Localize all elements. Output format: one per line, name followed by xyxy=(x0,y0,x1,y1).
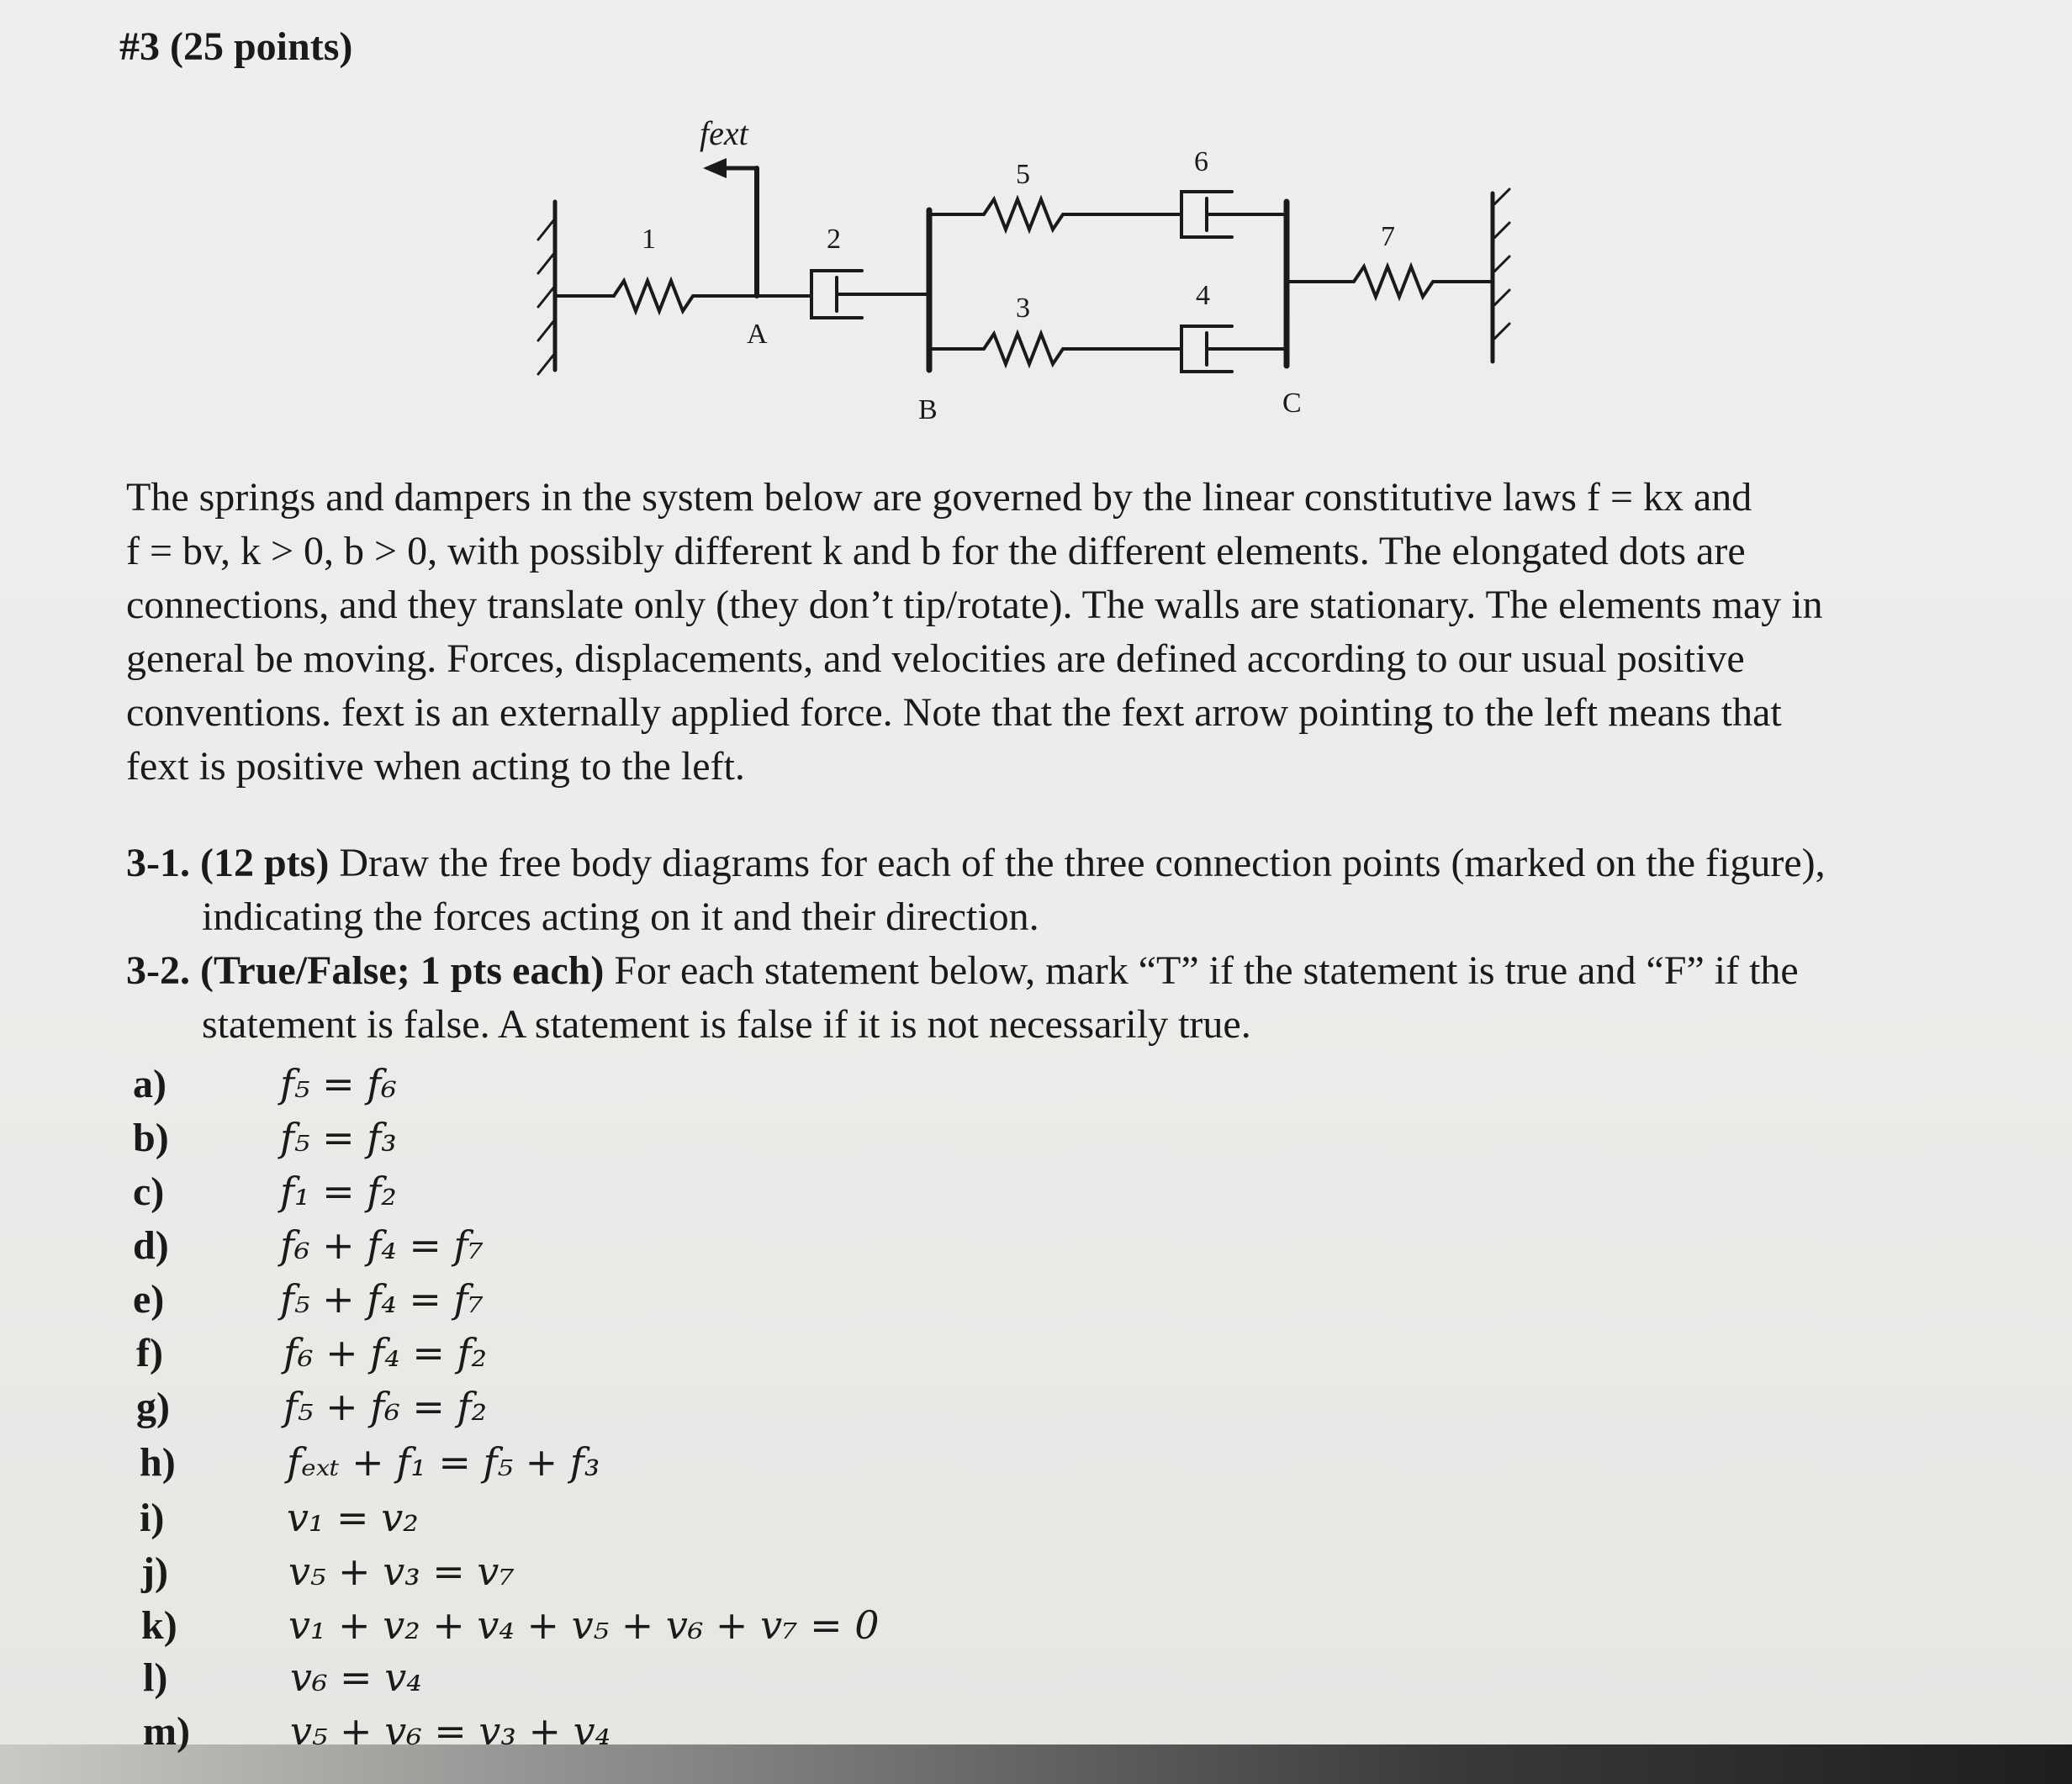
element-label-7: 7 xyxy=(1381,221,1395,252)
spring-3 xyxy=(929,334,1181,364)
node-label-c: C xyxy=(1282,388,1302,419)
spring-5 xyxy=(929,199,1181,230)
question-continuation: indicating the forces acting on it and their direction. xyxy=(202,895,1039,939)
node-label-b: B xyxy=(918,394,938,425)
intro-line: The springs and dampers in the system below are governed by the linear constitutive laws f = kx and xyxy=(126,475,1752,520)
intro-line: connections, and they translate only (they don’t tip/rotate). The walls are stationary. The elements may in xyxy=(126,583,1823,627)
question-text: For each statement below, mark “T” if the statement is true and “F” if the xyxy=(614,948,1799,993)
fext-label: fext xyxy=(700,114,748,152)
spring-7 xyxy=(1287,267,1493,297)
question-text: Draw the free body diagrams for each of the three connection points (marked on the figure), xyxy=(339,841,1826,885)
intro-line: conventions. fext is an externally applied force. Note that the fext arrow pointing to the left means that xyxy=(126,690,1782,735)
node-label-a: A xyxy=(747,319,768,350)
question-3-1 xyxy=(126,837,1826,944)
element-label-3: 3 xyxy=(1016,293,1030,324)
question-number: 3-2. (True/False; 1 pts each) xyxy=(126,948,605,993)
element-label-1: 1 xyxy=(642,224,656,255)
question-3-2 xyxy=(126,944,1799,1052)
spring-damper-diagram xyxy=(0,0,2072,454)
element-label-4: 4 xyxy=(1196,280,1210,311)
element-label-2: 2 xyxy=(827,224,841,255)
intro-line: general be moving. Forces, displacements, and velocities are defined according to our usual positive xyxy=(126,636,1745,681)
intro-paragraph xyxy=(126,471,1934,794)
element-label-5: 5 xyxy=(1016,159,1030,190)
fext-arrow-head xyxy=(703,158,727,178)
right-wall-hatch xyxy=(1493,189,1509,340)
intro-line: f = bv, k > 0, b > 0, with possibly different k and b for the different elements. The elongated dots are xyxy=(126,529,1746,573)
left-wall-hatch xyxy=(538,219,555,374)
question-continuation: statement is false. A statement is false if it is not necessarily true. xyxy=(202,1002,1251,1047)
problem-title: #3 (25 points) xyxy=(119,24,353,69)
intro-line: fext is positive when acting to the left. xyxy=(126,744,745,789)
question-number: 3-1. (12 pts) xyxy=(126,841,330,885)
element-label-6: 6 xyxy=(1194,146,1208,177)
spring-1 xyxy=(555,281,757,311)
